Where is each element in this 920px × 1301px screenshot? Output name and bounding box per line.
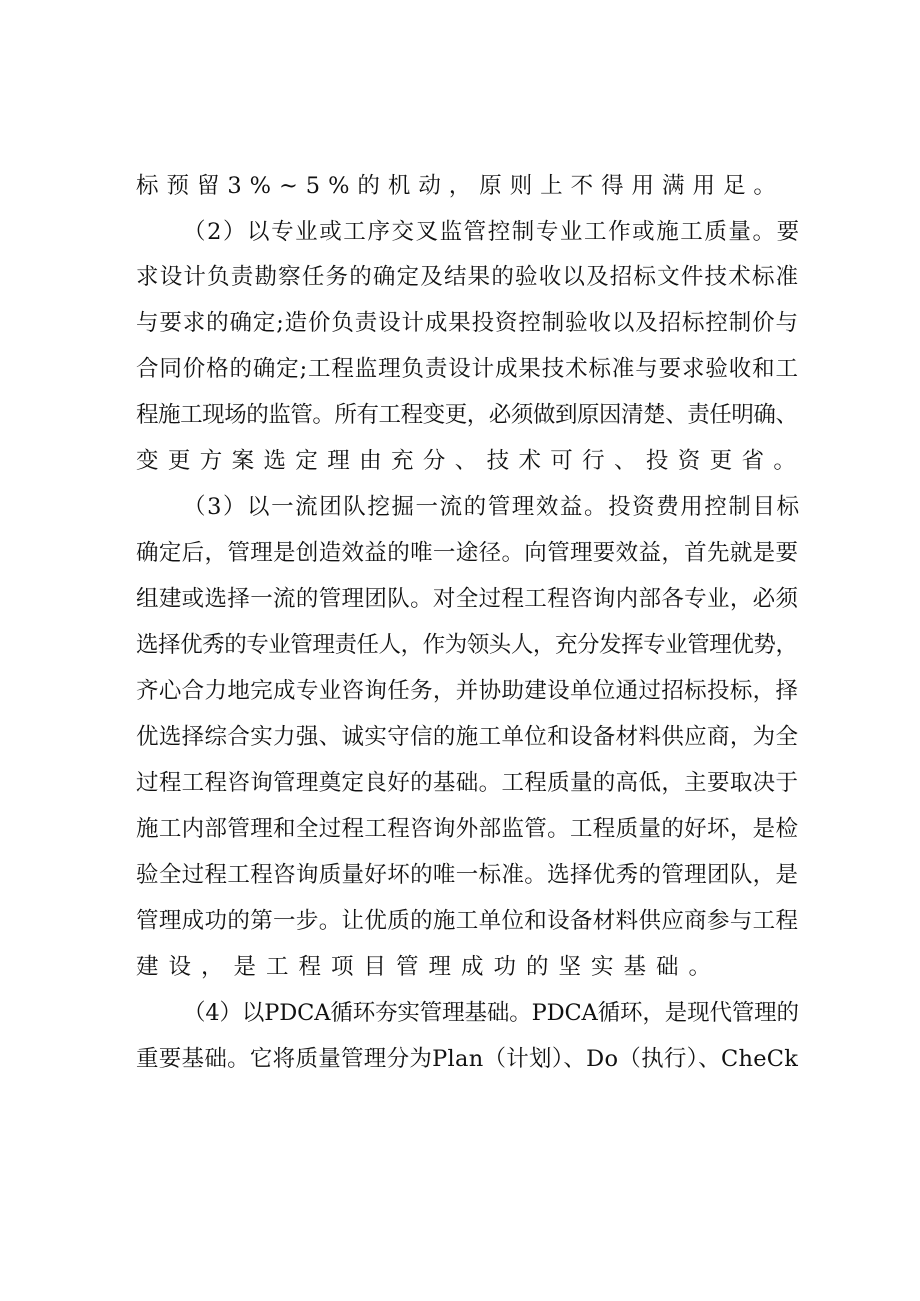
paragraph-line: （4）以PDCA循环夯实管理基础。PDCA循环，是现代管理的 <box>183 1000 799 1026</box>
paragraph-line: 施工内部管理和全过程工程咨询外部监管。工程质量的好坏，是检 <box>136 816 799 842</box>
paragraph-line: 程施工现场的监管。所有工程变更，必须做到原因清楚、责任明确、 <box>136 402 798 428</box>
paragraph-line: 变更方案选定理由充分、技术可行、投资更省。 <box>136 448 806 474</box>
paragraph-line: 合同价格的确定;工程监理负责设计成果技术标准与要求验收和工 <box>136 356 799 382</box>
paragraph-line: 求设计负责勘察任务的确定及结果的验收以及招标文件技术标准 <box>136 264 800 290</box>
paragraph-line: 与要求的确定;造价负责设计成果投资控制验收以及招标控制价与 <box>136 310 799 336</box>
paragraph-line: 优选择综合实力强、诚实守信的施工单位和设备材料供应商，为全 <box>136 724 799 750</box>
paragraph-line: 管理成功的第一步。让优质的施工单位和设备材料供应商参与工程 <box>136 908 799 934</box>
paragraph-line: 过程工程咨询管理奠定良好的基础。工程质量的高低，主要取决于 <box>136 770 799 796</box>
paragraph-line: （2）以专业或工序交叉监管控制专业工作或施工质量。要 <box>183 219 801 245</box>
paragraph-line: 标预留3%~5%的机动，原则上不得用满用足。 <box>136 173 784 199</box>
paragraph-line: 确定后，管理是创造效益的唯一途径。向管理要效益，首先就是要 <box>136 540 799 566</box>
paragraph-line: 齐心合力地完成专业咨询任务，并协助建设单位通过招标投标，择 <box>136 678 799 704</box>
paragraph-line: 组建或选择一流的管理团队。对全过程工程咨询内部各专业，必须 <box>136 586 799 612</box>
paragraph-line: （3）以一流团队挖掘一流的管理效益。投资费用控制目标 <box>183 494 801 520</box>
paragraph-line: 建设，是工程项目管理成功的坚实基础。 <box>136 954 722 980</box>
paragraph-line: 验全过程工程咨询质量好坏的唯一标准。选择优秀的管理团队，是 <box>136 862 799 888</box>
paragraph-line: 选择优秀的专业管理责任人，作为领头人，充分发挥专业管理优势， <box>136 632 798 658</box>
paragraph-line: 重要基础。它将质量管理分为Plan（计划）、Do（执行）、CheCk <box>136 1046 799 1072</box>
